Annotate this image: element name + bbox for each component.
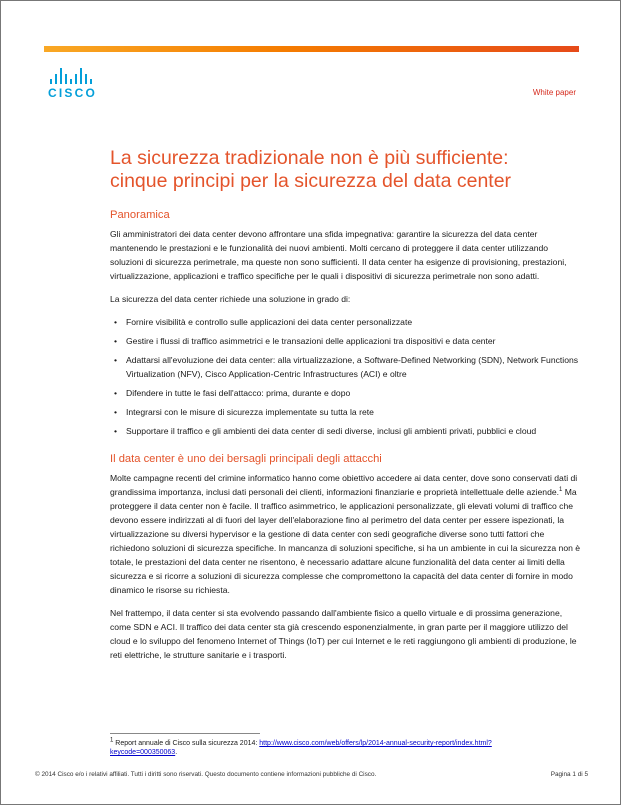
page-number: Pagina 1 di 5 [550, 771, 588, 778]
targets-paragraph-1: Molte campagne recenti del crimine informatico hanno come obiettivo accedere ai data center, dove sono conservati dati di grandissima importanza, inclusi dati personali dei clienti, informazioni finanziarie e proprietà intellettuale delle aziende.$^1$ Ma proteggere il data center non è facile. Il traffico asimmetrico, le applicazioni personalizzate, gli elevati volumi di traffico che devono essere indirizzati al di fuori del layer dell'elaborazione fino al perimetro del data center per essere ispezionati, la virtualizzazione su diversi hypervisor e la gestione di data center con sedi geografiche diverse sono tutti fattori che richiedono soluzioni di sicurezza specifiche. In mancanza di soluzioni specifiche, si ha un ambiente in cui la sicurezza non è totale, le prestazioni del data center ne risentono, è necessario adattare alcune funzionalità del data center ai limiti della sicurezza e si ricorre a soluzioni di sicurezza complesse che compromettono la capacità del data center di fornire in modo dinamico le risorse su richiesta. [110, 473, 581, 595]
footnote-divider [110, 733, 260, 734]
overview-paragraph-1: Gli amministratori dei data center devono affrontare una sfida impegnativa: garantire la sicurezza del data center mantenendo le prestazioni e le funzionalità dei nuovi ambienti. Molti cercano di proteggere il data center utilizzando soluzioni di sicurezza perimetrale, ma queste non sono sufficienti. Il data center ha esigenze di provisioning, prestazioni, virtualizzazione, applicazioni e traffico specifiche per le quali i dispositivi di sicurezza perimetrale non sono adatti. [110, 229, 567, 281]
list-item: • Difendere in tutte le fasi dell'attacco: prima, durante e dopo [110, 386, 582, 400]
footnote-number: 1 [110, 737, 114, 744]
title-line-1: La sicurezza tradizionale non è più sufficiente: [110, 147, 509, 169]
footnote: $^1$ Report annuale di Cisco sulla sicurezza 2014: http://www.cisco.com/web/offers/lp/2014-annual-security-report/index.html?keycode=000350063. [110, 737, 492, 756]
targets-paragraph-2: Nel frattempo, il data center si sta evolvendo passando dall'ambiente fisico a quello virtuale e di prossima generazione, come SDN e ACI. Il traffico dei data center sta già crescendo esponenzialmente, in gran parte per il maggiore utilizzo del cloud e lo sviluppo del fenomeno Internet of Things (IoT) per cui Internet e le reti raggiungono gli ambienti di produzione, le reti elettriche, le strutture sanitarie e i trasporti. [110, 608, 577, 660]
list-item: • Gestire i flussi di traffico asimmetrici e le transazioni delle applicazioni tra dispositivi e data center [110, 334, 582, 348]
footnote-text: Report annuale di Cisco sulla sicurezza 2014: [113, 740, 260, 747]
title-line-2: cinque principi per la sicurezza del data center [110, 170, 512, 192]
header-accent-bar [44, 46, 579, 52]
list-item: • Fornire visibilità e controllo sulle applicazioni dei data center personalizzate [110, 315, 582, 329]
copyright-notice: © 2014 Cisco e/o i relativi affiliati. Tutti i diritti sono riservati. Questo documento contiene informazioni pubbliche di Cisco. [35, 771, 377, 778]
main-content [110, 208, 582, 671]
doc-type-label: White paper [532, 88, 576, 97]
list-item: • Adattarsi all'evoluzione dei data center: alla virtualizzazione, a Software-Defined Networking (SDN), Network Functions Virtualization (NFV), Cisco Application-Centric Infrastructures (ACI) e oltre [110, 353, 582, 381]
section-heading-targets: Il data center è uno dei bersagli principali degli attacchi [110, 453, 382, 465]
list-item: • Supportare il traffico e gli ambienti dei data center di sedi diverse, inclusi gli ambienti privati, pubblici e cloud [110, 424, 582, 438]
section-heading-overview: Panoramica [110, 209, 170, 221]
list-item: • Integrarsi con le misure di sicurezza implementate su tutta la rete [110, 405, 582, 419]
footnote-link[interactable]: http://www.cisco.com/web/offers/lp/2014-annual-security-report/index.html?keycode=000350063 [110, 740, 492, 756]
page-footer [35, 771, 588, 778]
page-title [110, 147, 590, 193]
requirements-list [110, 315, 582, 438]
cisco-logo [48, 67, 104, 101]
footnote-ref[interactable]: 1 [559, 487, 563, 494]
overview-paragraph-2: La sicurezza del data center richiede una soluzione in grado di: [110, 294, 351, 304]
cisco-wordmark: CISCO [48, 86, 98, 100]
cisco-bars-icon [50, 67, 104, 84]
